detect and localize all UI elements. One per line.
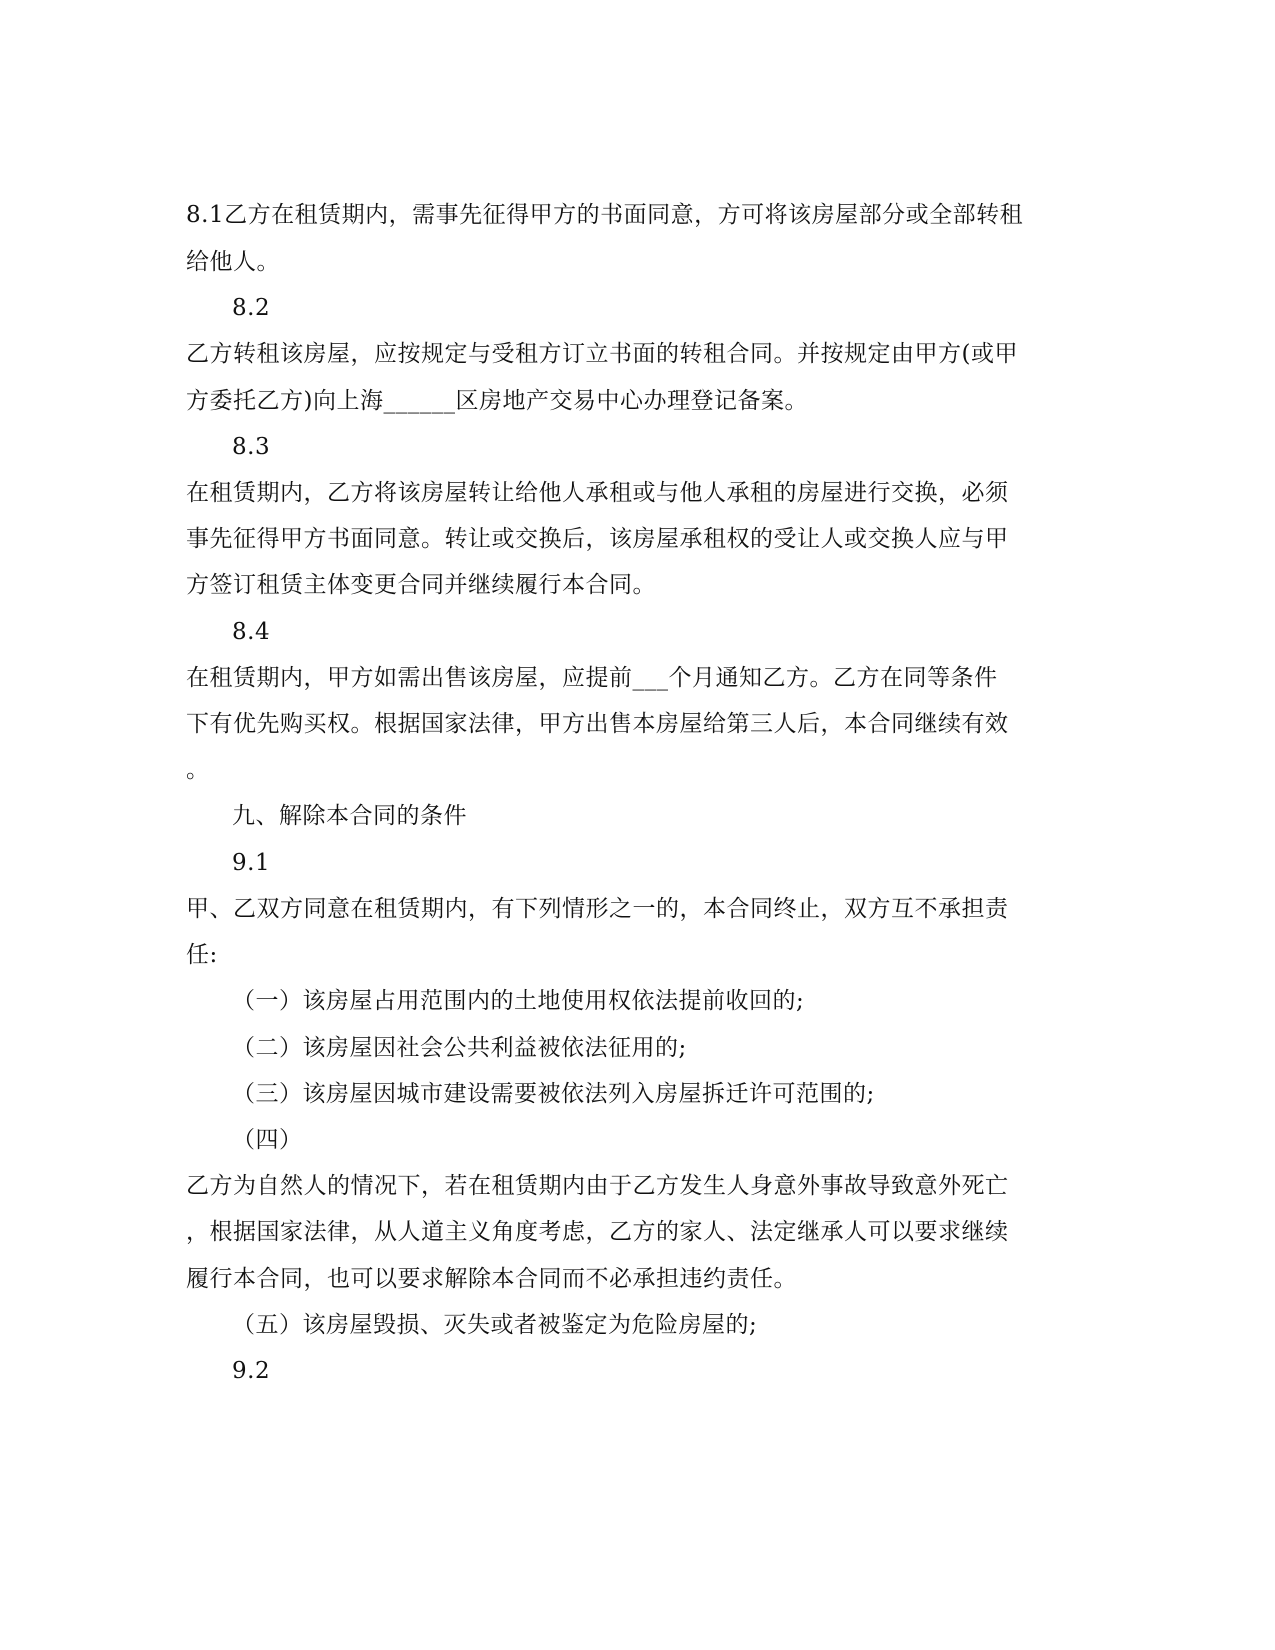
clause-number: 8.4	[232, 619, 271, 645]
list-item: （三）该房屋因城市建设需要被依法列入房屋拆迁许可范围的;	[232, 1081, 875, 1107]
text-line: 在租赁期内，乙方将该房屋转让给他人承租或与他人承租的房屋进行交换，必须	[186, 480, 1009, 506]
list-item: （五）该房屋毁损、灭失或者被鉴定为危险房屋的;	[232, 1312, 758, 1338]
section-heading: 九、解除本合同的条件	[232, 803, 467, 829]
text-line: 乙方转租该房屋，应按规定与受租方订立书面的转租合同。并按规定由甲方(或甲	[186, 341, 1018, 367]
text-line: 。	[186, 757, 210, 783]
text-line: 方签订租赁主体变更合同并继续履行本合同。	[186, 572, 656, 598]
text-line: 履行本合同，也可以要求解除本合同而不必承担违约责任。	[186, 1266, 797, 1292]
clause-number: 9.2	[232, 1358, 271, 1384]
clause-number: 8.3	[232, 434, 271, 460]
text-line: 任:	[186, 942, 218, 968]
text-line: 在租赁期内，甲方如需出售该房屋，应提前___个月通知乙方。乙方在同等条件	[186, 665, 998, 691]
text-line: 给他人。	[186, 249, 280, 275]
list-item: （一）该房屋占用范围内的土地使用权依法提前收回的;	[232, 988, 805, 1014]
text-line: 乙方为自然人的情况下，若在租赁期内由于乙方发生人身意外事故导致意外死亡	[186, 1173, 1009, 1199]
clause-number: 9.1	[232, 850, 271, 876]
clause-number: 8.2	[232, 295, 271, 321]
list-item: （二）该房屋因社会公共利益被依法征用的;	[232, 1035, 687, 1061]
text-line: 事先征得甲方书面同意。转让或交换后，该房屋承租权的受让人或交换人应与甲	[186, 526, 1009, 552]
text-line: 下有优先购买权。根据国家法律，甲方出售本房屋给第三人后，本合同继续有效	[186, 711, 1009, 737]
text-line: 甲、乙双方同意在租赁期内，有下列情形之一的，本合同终止，双方互不承担责	[186, 896, 1009, 922]
text-line: ，根据国家法律，从人道主义角度考虑，乙方的家人、法定继承人可以要求继续	[186, 1219, 1009, 1245]
text-line: 方委托乙方)向上海______区房地产交易中心办理登记备案。	[186, 388, 808, 414]
text-line: 8.1乙方在租赁期内，需事先征得甲方的书面同意，方可将该房屋部分或全部转租	[186, 202, 1024, 228]
list-item: （四）	[232, 1127, 303, 1153]
